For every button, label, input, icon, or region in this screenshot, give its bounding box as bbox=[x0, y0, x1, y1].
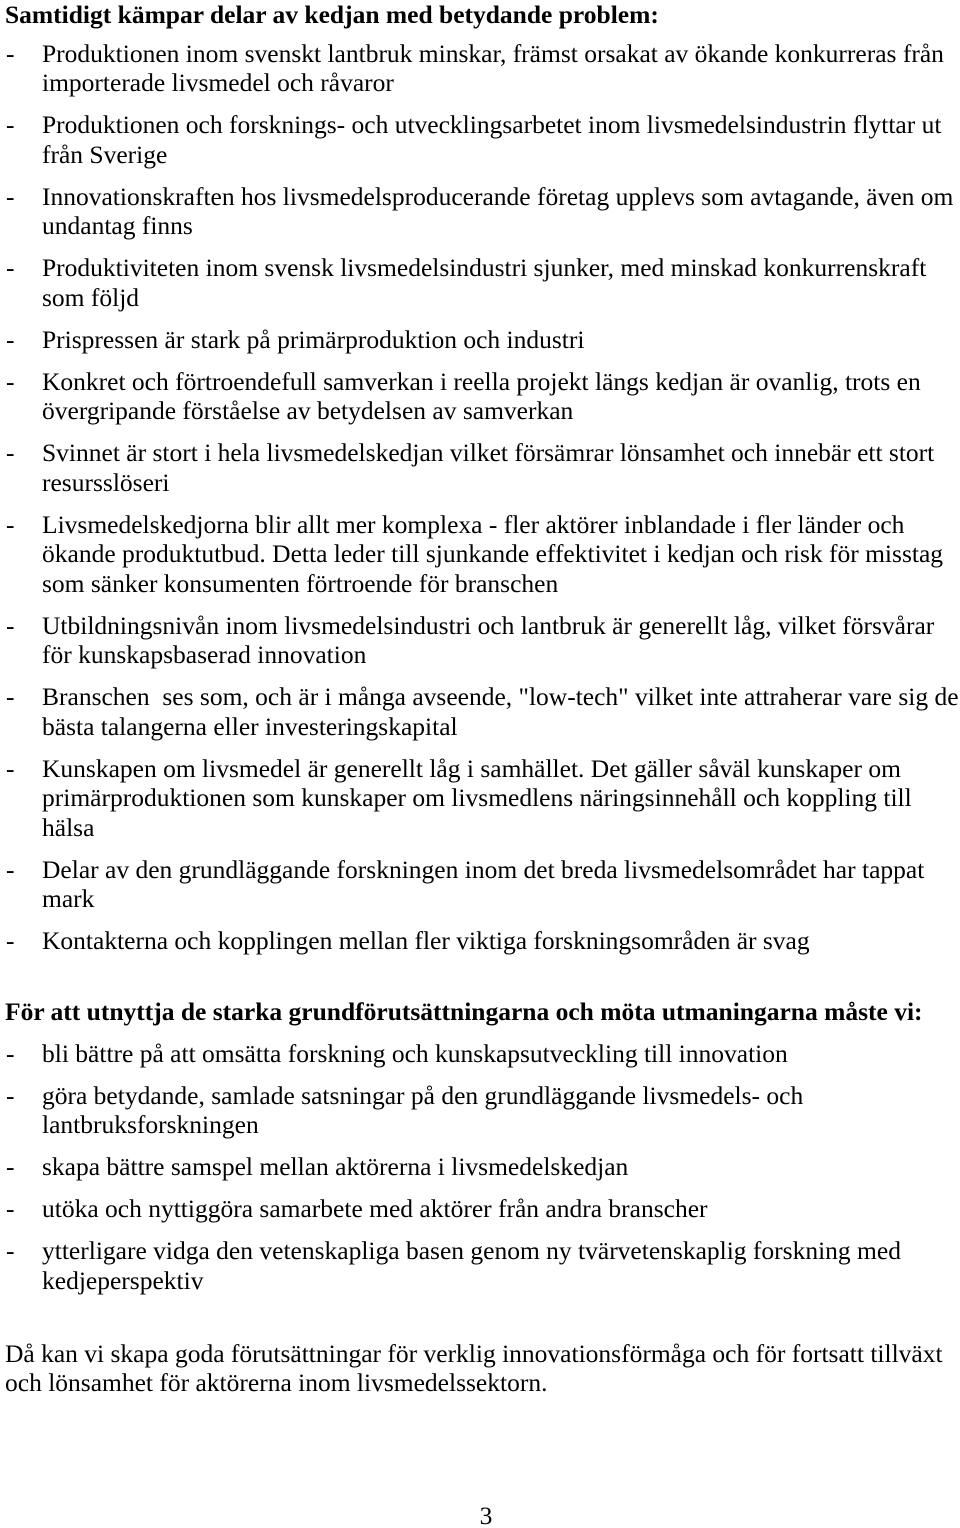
text-line: för kunskapsbaserad innovation bbox=[42, 640, 367, 670]
bullet-dash: - bbox=[6, 38, 15, 68]
problem-item bbox=[0, 682, 960, 741]
text-line: Prispressen är stark på primärproduktion och industri bbox=[42, 324, 585, 354]
problem-item bbox=[0, 438, 960, 497]
action-item bbox=[0, 1152, 960, 1182]
text-line: Branschen ses som, och är i många avseende, "low-tech" vilket inte attraherar vare sig de bbox=[42, 682, 959, 712]
bullet-dash: - bbox=[6, 926, 15, 956]
text-line: ytterligare vidga den vetenskapliga basen genom ny tvärvetenskaplig forskning med bbox=[42, 1236, 901, 1266]
action-item bbox=[0, 1039, 960, 1069]
bullet-dash: - bbox=[6, 1194, 15, 1224]
problem-item bbox=[0, 611, 960, 670]
problems-heading: Samtidigt kämpar delar av kedjan med betydande problem: bbox=[5, 0, 659, 29]
text-line: undantag finns bbox=[42, 211, 193, 241]
bullet-dash: - bbox=[6, 1236, 15, 1266]
text-line: mark bbox=[42, 884, 95, 914]
actions-heading: För att utnyttja de starka grundförutsättningarna och möta utmaningarna måste vi: bbox=[5, 996, 923, 1026]
text-line: Produktionen och forsknings- och utvecklingsarbetet inom livsmedelsindustrin flyttar ut bbox=[42, 110, 942, 140]
text-line: bästa talangerna eller investeringskapital bbox=[42, 711, 458, 741]
action-item bbox=[0, 1081, 960, 1140]
text-line: Kontakterna och kopplingen mellan fler viktiga forskningsområden är svag bbox=[42, 926, 810, 956]
text-line: Innovationskraften hos livsmedelsproducerande företag upplevs som avtagande, även om bbox=[42, 181, 954, 211]
text-line: Produktiviteten inom svensk livsmedelsindustri sjunker, med minskad konkurrenskraft bbox=[42, 253, 927, 283]
text-line: Produktionen inom svenskt lantbruk minskar, främst orsakat av ökande konkurreras från bbox=[42, 38, 944, 68]
bullet-dash: - bbox=[6, 366, 15, 396]
problem-item bbox=[0, 182, 960, 241]
text-line: övergripande förståelse av betydelsen av samverkan bbox=[42, 396, 574, 426]
problems-list bbox=[0, 39, 960, 956]
text-line: Delar av den grundläggande forskningen inom det breda livsmedelsområdet har tappat bbox=[42, 854, 925, 884]
text-line: som följd bbox=[42, 282, 140, 312]
text-line: lantbruksforskningen bbox=[42, 1110, 259, 1140]
text-line: och lönsamhet för aktörerna inom livsmedelssektorn. bbox=[5, 1368, 548, 1398]
text-line: Svinnet är stort i hela livsmedelskedjan vilket försämrar lönsamhet och innebär ett stort bbox=[42, 438, 935, 468]
bullet-dash: - bbox=[6, 324, 15, 354]
page-number: 3 bbox=[479, 1501, 493, 1528]
text-line: göra betydande, samlade satsningar på den grundläggande livsmedels- och bbox=[42, 1080, 804, 1110]
problem-item bbox=[0, 39, 960, 98]
problem-item bbox=[0, 926, 960, 956]
bullet-dash: - bbox=[6, 253, 15, 283]
bullet-dash: - bbox=[6, 854, 15, 884]
bullet-dash: - bbox=[6, 509, 15, 539]
text-line: skapa bättre samspel mellan aktörerna i livsmedelskedjan bbox=[42, 1152, 629, 1182]
bullet-dash: - bbox=[6, 753, 15, 783]
conclusion-paragraph bbox=[0, 1339, 960, 1398]
bullet-dash: - bbox=[6, 682, 15, 712]
text-line: utöka och nyttiggöra samarbete med aktörer från andra branscher bbox=[42, 1194, 708, 1224]
problem-item bbox=[0, 367, 960, 426]
bullet-dash: - bbox=[6, 1038, 15, 1068]
problem-item bbox=[0, 325, 960, 355]
text-line: från Sverige bbox=[42, 139, 168, 169]
problem-item bbox=[0, 510, 960, 599]
text-line: Då kan vi skapa goda förutsättningar för verklig innovationsförmåga och för fortsatt tillväxt bbox=[5, 1338, 943, 1368]
text-line: Utbildningsnivån inom livsmedelsindustri och lantbruk är generellt låg, vilket försvårar bbox=[42, 610, 935, 640]
text-line: primärproduktionen som kunskaper om livsmedlens näringsinnehåll och koppling till bbox=[42, 783, 912, 813]
text-line: hälsa bbox=[42, 812, 95, 842]
text-line: resursslöseri bbox=[42, 467, 170, 497]
bullet-dash: - bbox=[6, 181, 15, 211]
bullet-dash: - bbox=[6, 1080, 15, 1110]
text-line: Konkret och förtroendefull samverkan i reella projekt längs kedjan är ovanlig, trots en bbox=[42, 366, 921, 396]
text-line: som sänker konsumenten förtroende för branschen bbox=[42, 568, 559, 598]
text-line: Livsmedelskedjorna blir allt mer komplexa - fler aktörer inblandade i fler länder och bbox=[42, 509, 905, 539]
problem-item bbox=[0, 855, 960, 914]
problem-item bbox=[0, 110, 960, 169]
text-line: Kunskapen om livsmedel är generellt låg i samhället. Det gäller såväl kunskaper om bbox=[42, 753, 901, 783]
actions-list bbox=[0, 1039, 960, 1296]
text-line: kedjeperspektiv bbox=[42, 1265, 204, 1295]
bullet-dash: - bbox=[6, 438, 15, 468]
action-item bbox=[0, 1194, 960, 1224]
problem-item bbox=[0, 253, 960, 312]
action-item bbox=[0, 1236, 960, 1295]
text-line: ökande produktutbud. Detta leder till sjunkande effektivitet i kedjan och risk för misstag bbox=[42, 539, 944, 569]
bullet-dash: - bbox=[6, 610, 15, 640]
text-line: bli bättre på att omsätta forskning och kunskapsutveckling till innovation bbox=[42, 1038, 788, 1068]
bullet-dash: - bbox=[6, 1152, 15, 1182]
bullet-dash: - bbox=[6, 110, 15, 140]
text-line: importerade livsmedel och råvaror bbox=[42, 68, 394, 98]
problem-item bbox=[0, 754, 960, 843]
